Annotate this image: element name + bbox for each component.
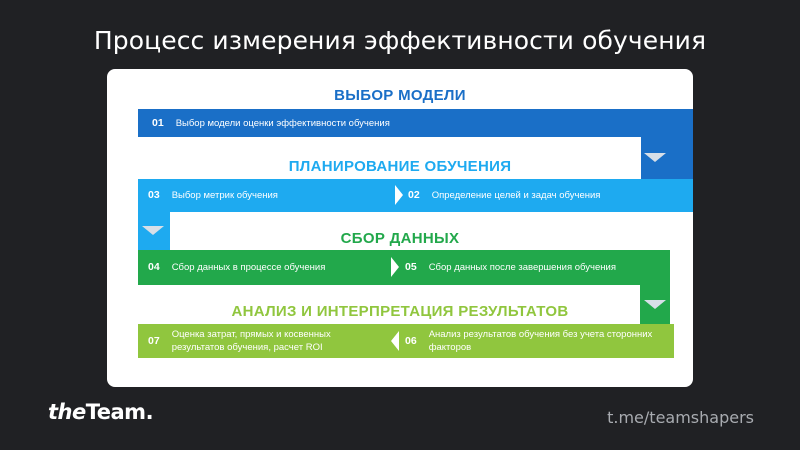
divider-analysis (391, 331, 399, 351)
step-text: Сбор данных после завершения обучения (428, 262, 616, 273)
divider-planning (395, 185, 403, 205)
step-number: 06 (405, 334, 417, 347)
step-04 (148, 250, 388, 285)
process-diagram (107, 69, 693, 387)
step-06 (405, 324, 667, 358)
step-number: 04 (148, 261, 160, 273)
step-01 (152, 109, 672, 137)
page-title: Процесс измерения эффективности обучения (93, 26, 707, 55)
step-05 (405, 250, 665, 285)
step-number: 07 (148, 334, 160, 347)
step-02 (408, 179, 678, 212)
step-07 (148, 324, 386, 358)
step-text: Выбор метрик обучения (171, 190, 278, 201)
step-number: 02 (408, 189, 420, 201)
section-title-data-collection: СБОР ДАННЫХ (340, 230, 460, 247)
step-number: 05 (405, 261, 417, 273)
step-number: 03 (148, 189, 160, 201)
step-text: Оценка затрат, прямых и косвенных результатов обучения, расчет ROI (171, 329, 331, 353)
step-text: Определение целей и задач обучения (431, 190, 601, 201)
step-number: 01 (152, 116, 164, 129)
step-text: Анализ результатов обучения без учета сторонних факторов (428, 329, 653, 353)
section-title-analysis: АНАЛИЗ И ИНТЕРПРЕТАЦИЯ РЕЗУЛЬТАТОВ (231, 303, 569, 320)
divider-data-collection (391, 257, 399, 277)
brand-logo: theTeam. (48, 400, 154, 424)
step-text: Сбор данных в процессе обучения (171, 262, 326, 273)
section-title-model-selection: ВЫБОР МОДЕЛИ (334, 87, 466, 104)
step-text: Выбор модели оценки эффективности обучения (175, 117, 390, 129)
step-03 (148, 179, 388, 212)
telegram-link[interactable]: t.me/teamshapers (607, 408, 754, 427)
section-title-planning: ПЛАНИРОВАНИЕ ОБУЧЕНИЯ (288, 158, 512, 175)
